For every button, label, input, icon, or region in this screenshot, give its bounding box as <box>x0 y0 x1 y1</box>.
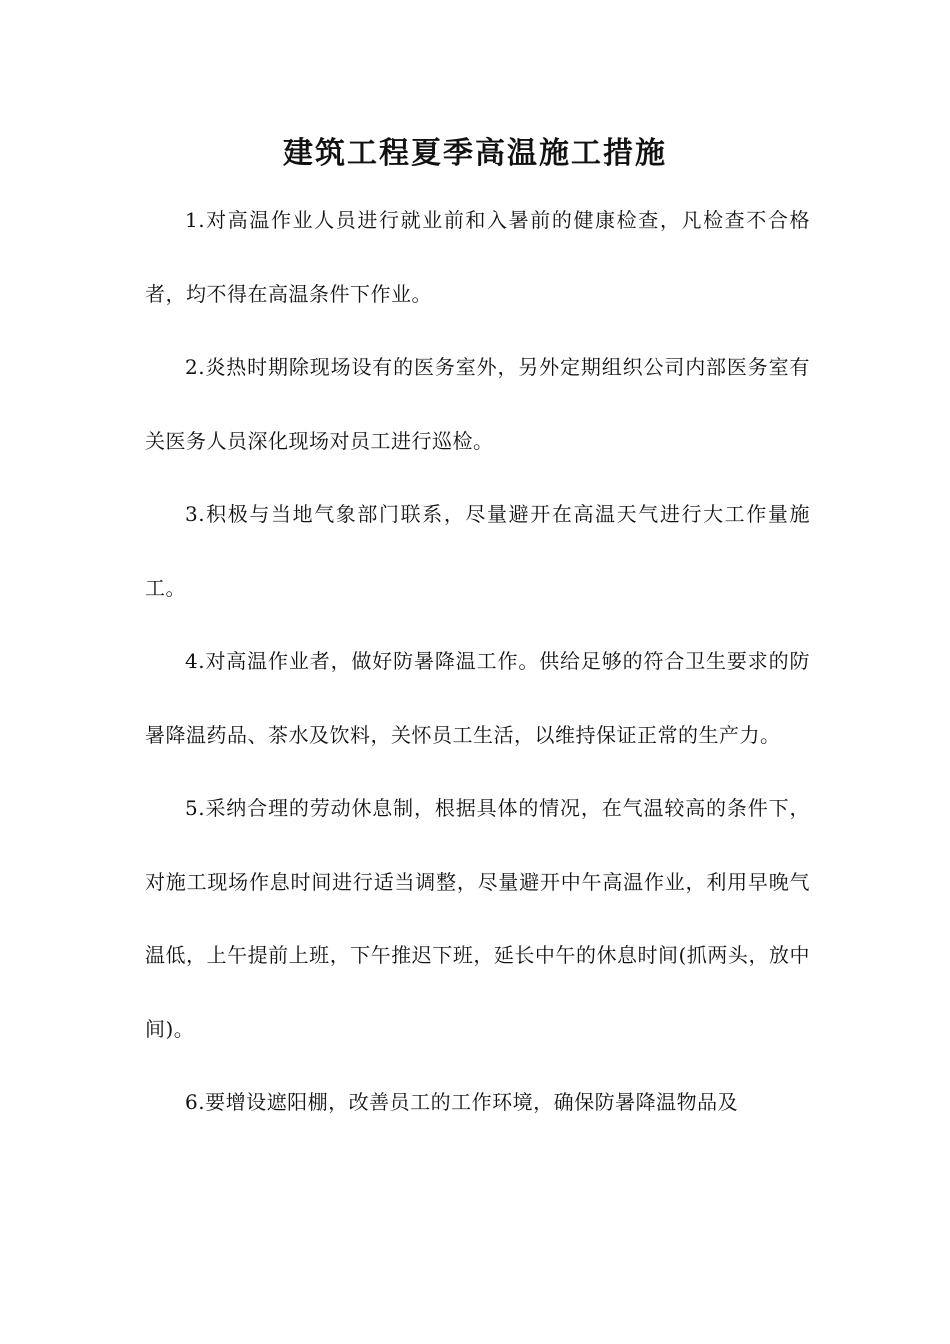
paragraph-6: 6.要增设遮阳棚，改善员工的工作环境，确保防暑降温物品及 <box>185 1090 739 1114</box>
document-title: 建筑工程夏季高温施工措施 <box>283 136 667 171</box>
paragraph-4: 4.对高温作业者，做好防暑降温工作。供给足够的符合卫生要求的防暑降温药品、茶水及饮料，关怀员工生活，以维持保证正常的生产力。 <box>145 649 810 747</box>
paragraph-2: 2.炎热时期除现场设有的医务室外，另外定期组织公司内部医务室有关医务人员深化现场对员工进行巡检。 <box>145 355 810 453</box>
document-body <box>145 184 810 1140</box>
paragraph-5: 5.采纳合理的劳动休息制，根据具体的情况，在气温较高的条件下，对施工现场作息时间进行适当调整，尽量避开中午高温作业，利用早晚气温低，上午提前上班，下午推迟下班，延长中午的休息时间(抓两头，放中间)。 <box>145 796 810 1041</box>
paragraph-3: 3.积极与当地气象部门联系，尽量避开在高温天气进行大工作量施工。 <box>145 502 810 600</box>
paragraph-1: 1.对高温作业人员进行就业前和入暑前的健康检查，凡检查不合格者，均不得在高温条件下作业。 <box>145 208 810 306</box>
